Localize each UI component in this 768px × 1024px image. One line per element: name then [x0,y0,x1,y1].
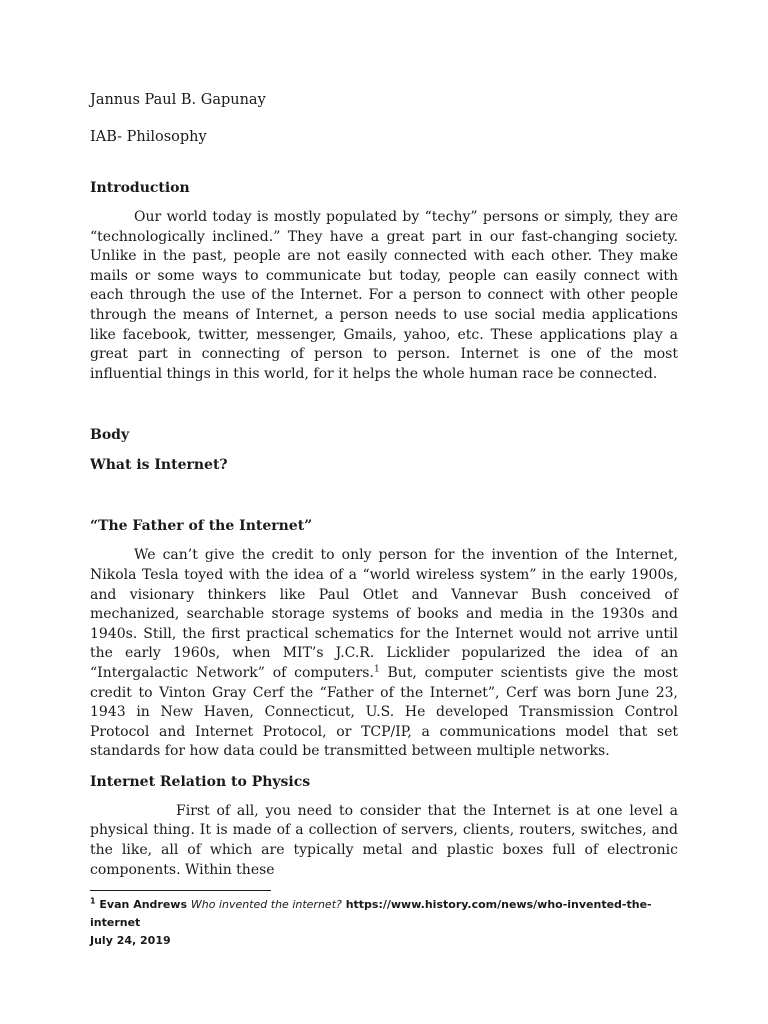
footnote-date: July 24, 2019 [90,934,171,947]
footnote-url: https://www.history.com/news/who-invented-the-internet [90,898,652,929]
physics-paragraph: First of all, you need to consider that the Internet is at one level a physical thing. It is made of a collection of servers, clients, routers, switches, and the like, all of which are typically metal and plastic boxes full of electronic components. Within these [90,802,678,878]
introduction-paragraph: Our world today is mostly populated by “techy” persons or simply, they are “technologically inclined.” They have a great part in our fast-changing society. Unlike in the past, people are not easily connected with each other. They make mails or some ways to communicate but today, people can easily connect with each through the use of the Internet. For a person to connect with other people through the means of Internet, a person needs to use social media applications like facebook, twitter, messenger, Gmails, yahoo, etc. These applications play a great part in connecting of person to person. Internet is one of the most influential things in this world, for it helps the whole human race be connected. [90,209,678,382]
footnote-author: Evan Andrews [99,898,188,911]
course-name: IAB- Philosophy [90,129,207,145]
father-paragraph-part1: We can’t give the credit to only person for the invention of the Internet, Nikola Tesla toyed with the idea of a “world wireless system” in the early 1900s, and visionary thinkers like Paul Otlet and Vannevar Bush conceived of mechanized, searchable storage systems of books and media in the 1930s and 1940s. Still, the first practical schematics for the Internet would not arrive until the early 1960s, when MIT’s J.C.R. Licklider popularized the idea of an “Intergalactic Network” of computers. [90,547,678,681]
introduction-heading: Introduction [90,180,190,196]
father-of-internet-paragraph [90,546,678,762]
father-of-internet-heading: “The Father of the Internet” [90,518,313,535]
body-heading: Body [90,427,130,444]
footnote-divider [90,890,271,891]
document-page [90,90,678,880]
author-name: Jannus Paul B. Gapunay [90,92,266,108]
father-paragraph-part2: But, computer scientists give the most credit to Vinton Gray Cerf the “Father of the Internet”, Cerf was born June 23, 1943 in New Haven, Connecticut, U.S. He developed Transmission Control Protocol and Internet Protocol, or TCP/IP, a communications model that set standards for how data could be transmitted between multiple networks. [90,664,678,760]
footnote-title: Who invented the internet? [190,898,342,911]
footnote-reference: 1 [373,664,380,675]
physics-heading: Internet Relation to Physics [90,773,311,790]
what-is-internet-heading: What is Internet? [90,457,228,474]
footnote [90,896,690,950]
footnote-number: 1 [90,896,96,906]
